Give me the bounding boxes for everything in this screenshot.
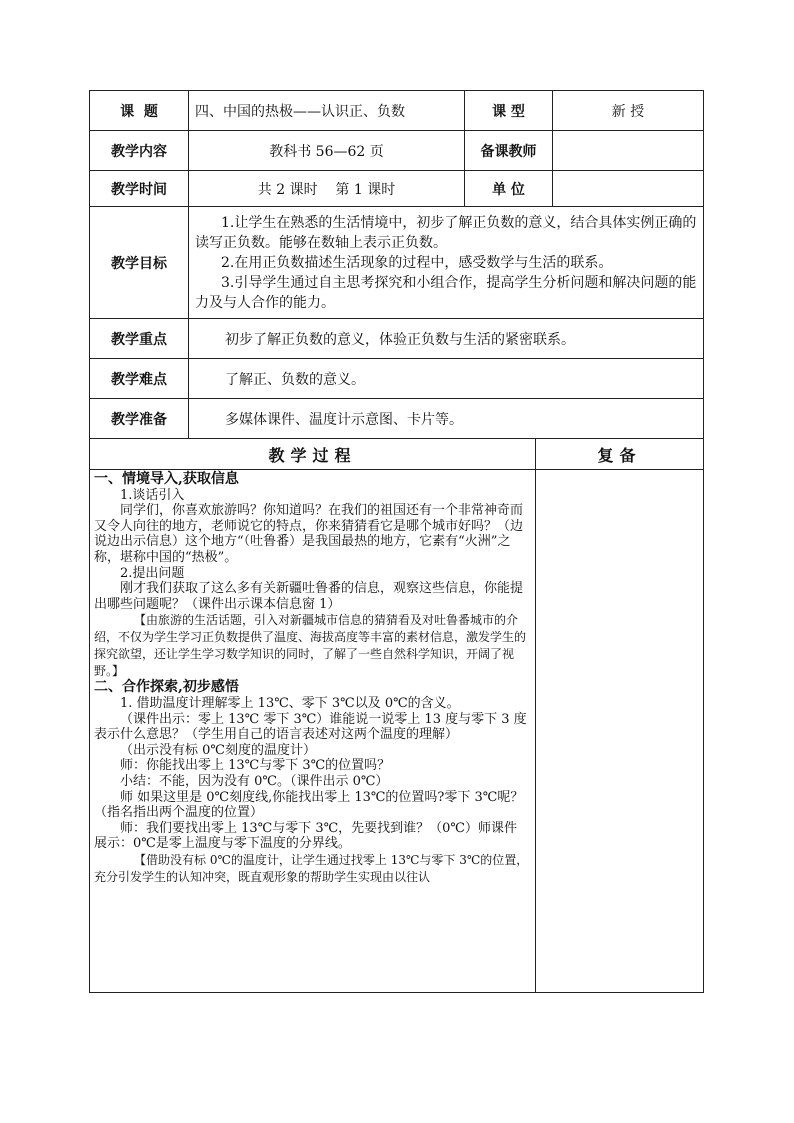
row-content [90,131,704,171]
teacher-value [553,131,704,171]
process-header: 教学过程 [90,439,536,470]
unit-value [553,171,704,207]
s2-paragraph-6: 师 如果这里是 0℃刻度线,你能找出零上 13℃的位置吗?零下 3℃呢？（指名指出两个温度的位置） [94,789,524,821]
content-value: 教科书 56—62 页 [189,131,465,171]
process-content [90,470,536,993]
s1-paragraph-1: 同学们，你喜欢旅游吗？你知道吗？在我们的祖国还有一个非常神奇而又令人向往的地方，老师说它的特点，你来猜猜看它是哪个城市好吗？（边说边出示信息）这个地方“（吐鲁番）是我国最热的地方，它素有“火洲”之称，堪称中国的“热极”。 [94,503,524,565]
lesson-plan-sheet [89,90,703,993]
process-header-row [90,439,704,470]
s2-paragraph-5: 小结：不能，因为没有 0℃。（课件出示 0℃） [120,773,389,789]
difficulty-label: 教学难点 [90,359,189,399]
section-2-title: 二、合作探索,初步感悟 [94,679,239,696]
goal-item-2: 2.在用正负数描述生活现象的过程中，感受数学与生活的联系。 [221,254,613,271]
review-column [536,470,704,993]
content-label: 教学内容 [90,131,189,171]
row-preparation [90,399,704,439]
row-goals [90,207,704,319]
time-value: 共 2 课时 第 1 课时 [189,171,465,207]
row-key-points [90,319,704,359]
unit-label: 单 位 [465,171,553,207]
goal-item-1: 1.让学生在熟悉的生活情境中，初步了解正负数的意义，结合具体实例正确的读写正负数。能够在数轴上表示正负数。 [195,214,697,251]
s2-paragraph-3: （出示没有标 0℃刻度的温度计） [120,742,316,758]
prep-label: 教学准备 [90,399,189,439]
goal-item-3: 3.引导学生通过自主思考探究和小组合作，提高学生分析问题和解决问题的能力及与人合作的能力。 [195,274,697,311]
section-1-title: 一、情境导入,获取信息 [94,471,239,487]
s1-item-2: 2.提出问题 [120,565,185,581]
prep-value: 多媒体课件、温度计示意图、卡片等。 [189,399,704,439]
teacher-label: 备课教师 [465,131,553,171]
type-value: 新 授 [553,91,704,131]
time-label: 教学时间 [90,171,189,207]
key-value: 初步了解正负数的意义，体验正负数与生活的紧密联系。 [189,319,704,359]
s2-paragraph-2: （课件出示：零上 13℃ 零下 3℃）谁能说一说零上 13 度与零下 3 度表示什么意思？（学生用自己的语言表述对这两个温度的理解） [94,711,527,743]
goals-label: 教学目标 [90,207,189,319]
s2-paragraph-4: 师：你能找出零上 13℃与零下 3℃的位置吗？ [120,758,391,774]
row-time [90,171,704,207]
key-label: 教学重点 [90,319,189,359]
type-label: 课 型 [465,91,553,131]
row-topic [90,91,704,131]
s2-paragraph-7: 师：我们要找出零上 13℃与零下 3℃，先要找到谁？（0℃）师课件展示：0℃是零上温度与零下温度的分界线。 [94,820,517,852]
s2-design-note: 【借助没有标 0℃的温度计，让学生通过找零上 13℃与零下 3℃的位置，充分引发学生的认知冲突，既直观形象的帮助学生实现由以往认 [94,852,529,884]
s2-paragraph-1: 1. 借助温度计理解零上 13℃、零下 3℃以及 0℃的含义。 [120,695,460,711]
lesson-info-table [89,90,704,439]
s1-item-1: 1.谈话引入 [120,487,185,503]
difficulty-value: 了解正、负数的意义。 [189,359,704,399]
topic-label: 课 题 [90,91,189,131]
s1-design-note: 【由旅游的生活话题，引入对新疆城市信息的猜猜看及对吐鲁番城市的介绍，不仅为学生学习正负数提供了温度、海拔高度等丰富的素材信息，激发学生的探究欲望，还让学生学习数学知识的同时，了解了一些自然科学知识，开阔了视野。】 [94,613,527,679]
row-difficulty [90,359,704,399]
review-header: 复备 [536,439,704,470]
topic-value: 四、中国的热极——认识正、负数 [189,91,465,131]
goals-cell [189,207,704,319]
process-body-row [90,470,704,993]
s1-paragraph-2: 刚才我们获取了这么多有关新疆吐鲁番的信息，观察这些信息，你能提出哪些问题呢？（课件出示课本信息窗 1） [94,581,524,612]
teaching-process-table [89,438,704,993]
